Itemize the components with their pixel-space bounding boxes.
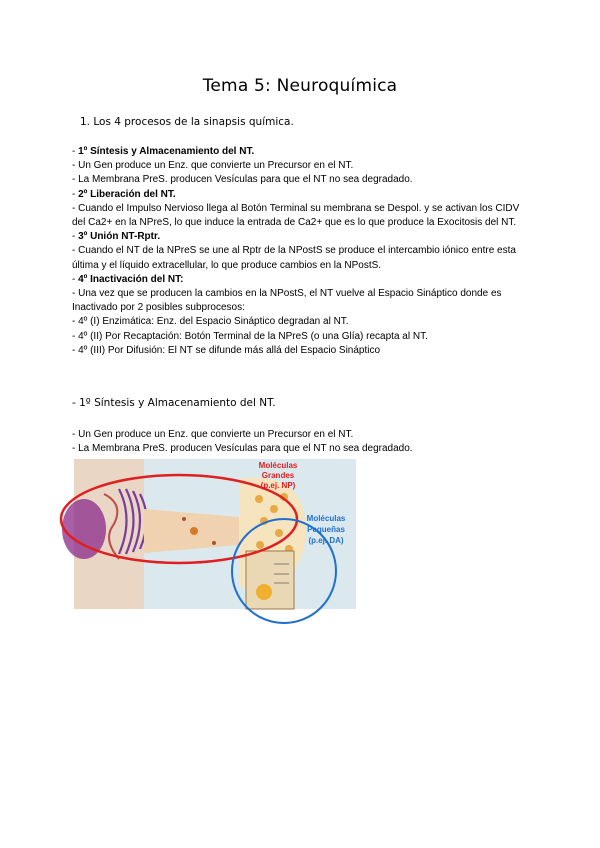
process-line: - 4º (II) Por Recaptación: Botón Terminal de la NPreS (o una Glía) recapta al NT. xyxy=(72,330,428,342)
label-large-1: Moléculas xyxy=(258,461,298,470)
synapse-figure xyxy=(74,459,356,609)
section-2-body xyxy=(72,428,527,456)
process-heading: - 2º Liberación del NT. xyxy=(72,188,176,200)
process-line: - 4º (III) Por Difusión: El NT se difunde más allá del Espacio Sináptico xyxy=(72,344,381,356)
vesicle-axon xyxy=(190,527,198,535)
process-line: - 4º (I) Enzimática: Enz. del Espacio Sináptico degradan al NT. xyxy=(72,316,349,328)
section-2-heading: - 1º Síntesis y Almacenamiento del NT. xyxy=(72,397,276,409)
label-small-3: (p.ej. DA) xyxy=(308,536,344,545)
page-title: Tema 5: Neuroquímica xyxy=(202,76,398,96)
process-heading: - 4º Inactivación del NT: xyxy=(72,273,184,285)
process-heading: - 1º Síntesis y Almacenamiento del NT. xyxy=(72,146,255,157)
process-list xyxy=(72,145,527,358)
process-line: - Cuando el NT de la NPreS se une al Rptr de la NPostS se produce el intercambio iónico entre esta última y el líquido extracellular, lo que produce cambios en la NPostS. xyxy=(72,245,516,271)
process-heading: - 3º Unión NT-Rptr. xyxy=(72,231,161,243)
process-line: - La Membrana PreS. producen Vesículas para que el NT no sea degradado. xyxy=(72,174,413,186)
section-2-line: - Un Gen produce un Enz. que convierte un Precursor en el NT. xyxy=(72,429,354,440)
process-line: - Un Gen produce un Enz. que convierte un Precursor en el NT. xyxy=(72,160,354,172)
transport-vesicle xyxy=(212,541,216,545)
synapse-diagram xyxy=(74,459,356,609)
process-line: - Cuando el Impulso Nervioso llega al Botón Terminal su membrana se Despol. y se activan los CIDV del Ca2+ en la NPreS, lo que induce la entrada de Ca2+ que es lo que produce la Exocitosis del NT. xyxy=(72,202,520,229)
transport-vesicle xyxy=(182,517,186,521)
small-vesicle-box xyxy=(246,551,294,609)
section-subheading: 1. Los 4 procesos de la sinapsis química. xyxy=(80,116,294,128)
section-2-line: - La Membrana PreS. producen Vesículas para que el NT no sea degradado. xyxy=(72,443,413,455)
label-large-2: Grandes xyxy=(261,471,295,480)
process-line: - Una vez que se producen la cambios en la NPostS, el NT vuelve al Espacio Sináptico donde es Inactivado por 2 posibles subprocesos: xyxy=(72,288,502,314)
label-small-2: Pequeñas xyxy=(307,525,345,534)
label-small-1: Moléculas xyxy=(306,514,346,523)
small-vesicle xyxy=(256,584,272,600)
nucleus xyxy=(62,499,106,559)
label-large-3: (p.ej. NP) xyxy=(260,481,296,490)
